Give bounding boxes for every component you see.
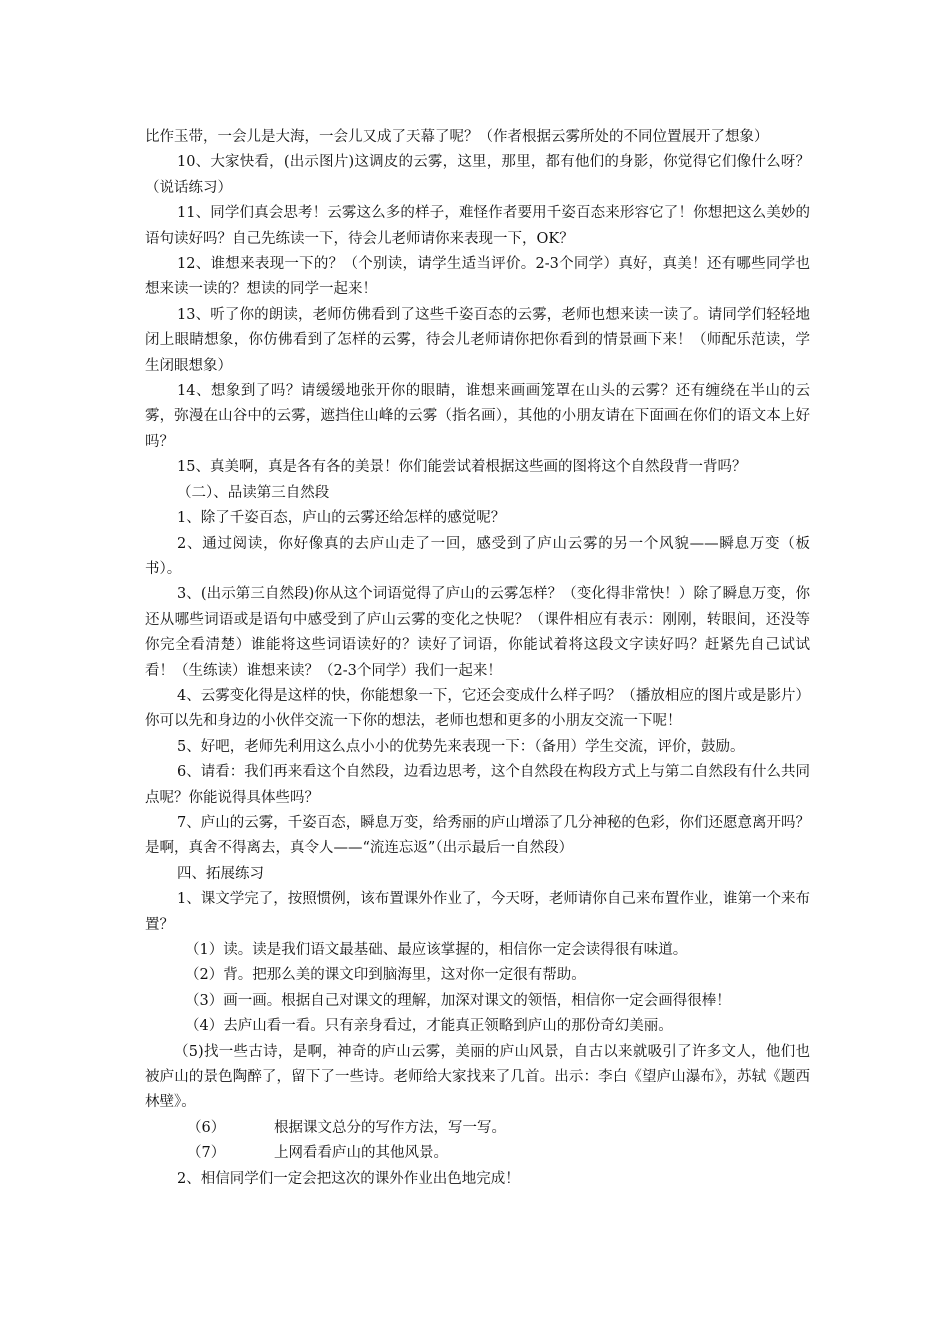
paragraph-11: 11、同学们真会思考！云雾这么多的样子，难怪作者要用千姿百态来形容它了！你想把这么美妙的语句读好吗？自己先练读一下，待会儿老师请你来表现一下，OK？	[145, 205, 810, 247]
list-item-1: （1）读。读是我们语文最基础、最应该掌握的，相信你一定会读得很有味道。	[185, 942, 688, 958]
paragraph-ext-1: 1、课文学完了，按照惯例，该布置课外作业了，今天呀，老师请你自己来布置作业，谁第一个来布置？	[145, 891, 810, 933]
paragraph-ext-2: 2、相信同学们一定会把这次的课外作业出色地完成！	[177, 1170, 520, 1187]
list-item-4: （4）去庐山看一看。只有亲身看过，才能真正领略到庐山的那份奇幻美丽。	[185, 1018, 673, 1035]
list-item-2: （2）背。把那么美的课文印到脑海里，这对你一定很有帮助。	[185, 967, 586, 984]
list-item-6-text: 根据课文总分的写作方法，写一写。	[274, 1119, 506, 1136]
paragraph-15: 15、真美啊，真是各有各的美景！你们能尝试着根据这些画的图将这个自然段背一背吗？	[177, 459, 747, 476]
list-item-5: （5)找一些古诗，是啊，神奇的庐山云雾，美丽的庐山风景，自古以来就吸引了许多文人，他们也被庐山的景色陶醉了，留下了一些诗。老师给大家找来了几首。出示：李白《望庐山瀑布》，苏轼《题西林壁》。	[145, 1043, 810, 1111]
paragraph-s2-1: 1、除了千姿百态，庐山的云雾还给怎样的感觉呢？	[177, 510, 506, 527]
section-heading-4: 四、拓展练习	[177, 865, 264, 882]
paragraph-12: 12、谁想来表现一下的？（个别读，请学生适当评价。2-3个同学）真好，真美！还有哪些同学也想来读一读的？想读的同学一起来！	[145, 256, 810, 298]
paragraph-10: 10、大家快看，(出示图片)这调皮的云雾，这里，那里，都有他们的身影，你觉得它们像什么呀？（说话练习）	[145, 154, 810, 196]
list-item-7-number: （7）	[187, 1145, 226, 1162]
paragraph-s2-5: 5、好吧，老师先利用这么点小小的优势先来表现一下：（备用）学生交流，评价，鼓励。	[177, 738, 745, 755]
list-item-7	[145, 1141, 810, 1166]
list-item-7-text: 上网看看庐山的其他风景。	[274, 1145, 448, 1162]
paragraph-s2-7: 7、庐山的云雾，千姿百态，瞬息万变，给秀丽的庐山增添了几分神秘的色彩，你们还愿意离开吗？是啊，真舍不得离去，真令人——“流连忘返”（出示最后一自然段）	[145, 814, 810, 857]
document-body	[145, 125, 810, 1192]
paragraph-s2-2: 2、通过阅读，你好像真的去庐山走了一回，感受到了庐山云雾的另一个风貌——瞬息万变（板书）。	[145, 535, 810, 577]
paragraph-14: 14、想象到了吗？请缓缓地张开你的眼睛，谁想来画画笼罩在山头的云雾？还有缠绕在半山的云雾，弥漫在山谷中的云雾，遮挡住山峰的云雾（指名画），其他的小朋友请在下面画在你们的语文本上好吗？	[145, 383, 810, 450]
list-item-6	[145, 1116, 810, 1141]
list-item-3: （3）画一画。根据自己对课文的理解，加深对课文的领悟，相信你一定会画得很棒！	[185, 992, 731, 1009]
paragraph-continued: 比作玉带，一会儿是大海，一会儿又成了天幕了呢？（作者根据云雾所处的不同位置展开了想象）	[145, 129, 769, 145]
paragraph-s2-6: 6、请看：我们再来看这个自然段，边看边思考，这个自然段在构段方式上与第二自然段有什么共同点呢？你能说得具体些吗？	[145, 764, 810, 806]
list-item-6-number: （6）	[187, 1119, 226, 1136]
section-heading-2: （二）、品读第三自然段	[177, 484, 330, 501]
paragraph-s2-4: 4、云雾变化得是这样的快，你能想象一下，它还会变成什么样子吗？（播放相应的图片或是影片）你可以先和身边的小伙伴交流一下你的想法，老师也想和更多的小朋友交流一下呢！	[145, 687, 810, 730]
paragraph-s2-3: 3、(出示第三自然段)你从这个词语觉得了庐山的云雾怎样？（变化得非常快！）除了瞬息万变，你还从哪些词语或是语句中感受到了庐山云雾的变化之快呢？（课件相应有表示：刚刚，转眼间，还没等你完全看清楚）谁能将这些词语读好的？读好了词语，你能试着将这段文字读好吗？赶紧先自己试试看！（生练读）谁想来读？（2-3个同学）我们一起来！	[145, 586, 810, 679]
paragraph-13: 13、听了你的朗读，老师仿佛看到了这些千姿百态的云雾，老师也想来读一读了。请同学们轻轻地闭上眼睛想象，你仿佛看到了怎样的云雾，待会儿老师请你把你看到的情景画下来！（师配乐范读，学生闭眼想象）	[145, 306, 810, 374]
